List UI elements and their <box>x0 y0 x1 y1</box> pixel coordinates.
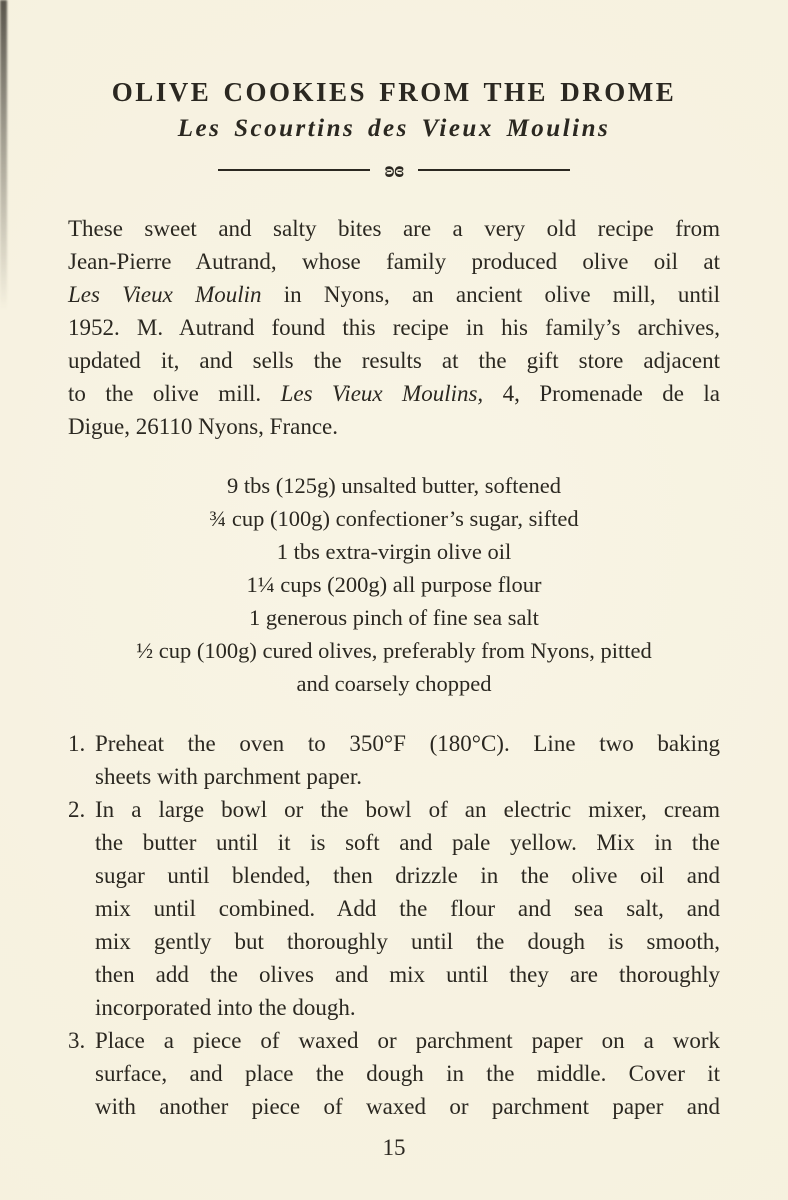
ingredient-line: and coarsely chopped <box>296 671 492 696</box>
recipe-subtitle-french: Les Scourtins des Vieux Moulins <box>177 115 611 142</box>
step-text <box>95 793 720 1024</box>
step-line: Preheat the oven to 350°F (180°C). Line two baking <box>95 731 720 756</box>
step-line: surface, and place the dough in the middle. Cover it <box>95 1061 720 1086</box>
intro-paragraph <box>68 212 720 443</box>
step-line: sugar until blended, then drizzle in the olive oil and <box>95 863 720 888</box>
text-run: 4, Promenade de la <box>483 381 720 406</box>
instruction-step <box>68 727 720 793</box>
text-run: in Nyons, an ancient olive mill, until <box>261 282 720 307</box>
instructions-list <box>68 727 720 1123</box>
step-line: In a large bowl or the bowl of an electric mixer, cream <box>95 797 720 822</box>
divider-rule-right <box>418 169 570 171</box>
text-run: to the olive mill. <box>68 381 281 406</box>
ingredient-line: ¾ cup (100g) confectioner’s sugar, sifted <box>209 506 579 531</box>
step-line: then add the olives and mix until they are thoroughly <box>95 962 720 987</box>
step-line: with another piece of waxed or parchment paper and <box>95 1094 720 1119</box>
intro-line <box>68 377 720 410</box>
text-run: These sweet and salty bites are a very old recipe from <box>68 216 720 241</box>
italic-phrase: Les Vieux Moulins, <box>280 381 484 406</box>
intro-line <box>68 410 720 443</box>
step-line: incorporated into the dough. <box>95 995 356 1020</box>
step-number: 2. <box>68 797 86 822</box>
text-run: Digue, 26110 Nyons, France. <box>68 414 338 439</box>
step-line: Place a piece of waxed or parchment paper on a work <box>95 1028 720 1053</box>
step-line: the butter until it is soft and pale yellow. Mix in the <box>95 830 720 855</box>
italic-phrase: Les Vieux Moulin <box>68 282 262 307</box>
intro-line <box>68 278 720 311</box>
ingredient-line: 1 tbs extra-virgin olive oil <box>276 539 512 564</box>
intro-line <box>68 245 720 278</box>
ingredient-line: 9 tbs (125g) unsalted butter, softened <box>226 473 562 498</box>
instruction-step <box>68 1024 720 1123</box>
intro-line <box>68 212 720 245</box>
ingredient-line: 1¼ cups (200g) all purpose flour <box>246 572 542 597</box>
text-run: 1952. M. Autrand found this recipe in his family’s archives, <box>68 315 720 340</box>
divider-rule-left <box>218 169 370 171</box>
step-line: mix gently but thoroughly until the dough is smooth, <box>95 929 720 954</box>
text-run: Jean-Pierre Autrand, whose family produced olive oil at <box>68 249 720 274</box>
step-text <box>95 727 720 793</box>
divider-ornament: ʚɞ <box>384 156 404 182</box>
intro-line <box>68 311 720 344</box>
section-divider <box>68 158 720 182</box>
step-number: 3. <box>68 1028 86 1053</box>
step-line: sheets with parchment paper. <box>95 764 362 789</box>
intro-line <box>68 344 720 377</box>
text-run: updated it, and sells the results at the gift store adjacent <box>68 348 720 373</box>
instruction-step <box>68 793 720 1024</box>
scan-edge-shadow <box>0 0 7 310</box>
ingredient-line: 1 generous pinch of fine sea salt <box>249 605 539 630</box>
step-number: 1. <box>68 731 86 756</box>
step-text <box>95 1024 720 1123</box>
recipe-title: OLIVE COOKIES FROM THE DROME <box>111 77 677 107</box>
page-number: 15 <box>382 1135 406 1160</box>
ingredient-line: ½ cup (100g) cured olives, preferably from Nyons, pitted <box>136 638 652 663</box>
step-line: mix until combined. Add the flour and sea salt, and <box>95 896 720 921</box>
ingredients-list <box>68 469 720 700</box>
